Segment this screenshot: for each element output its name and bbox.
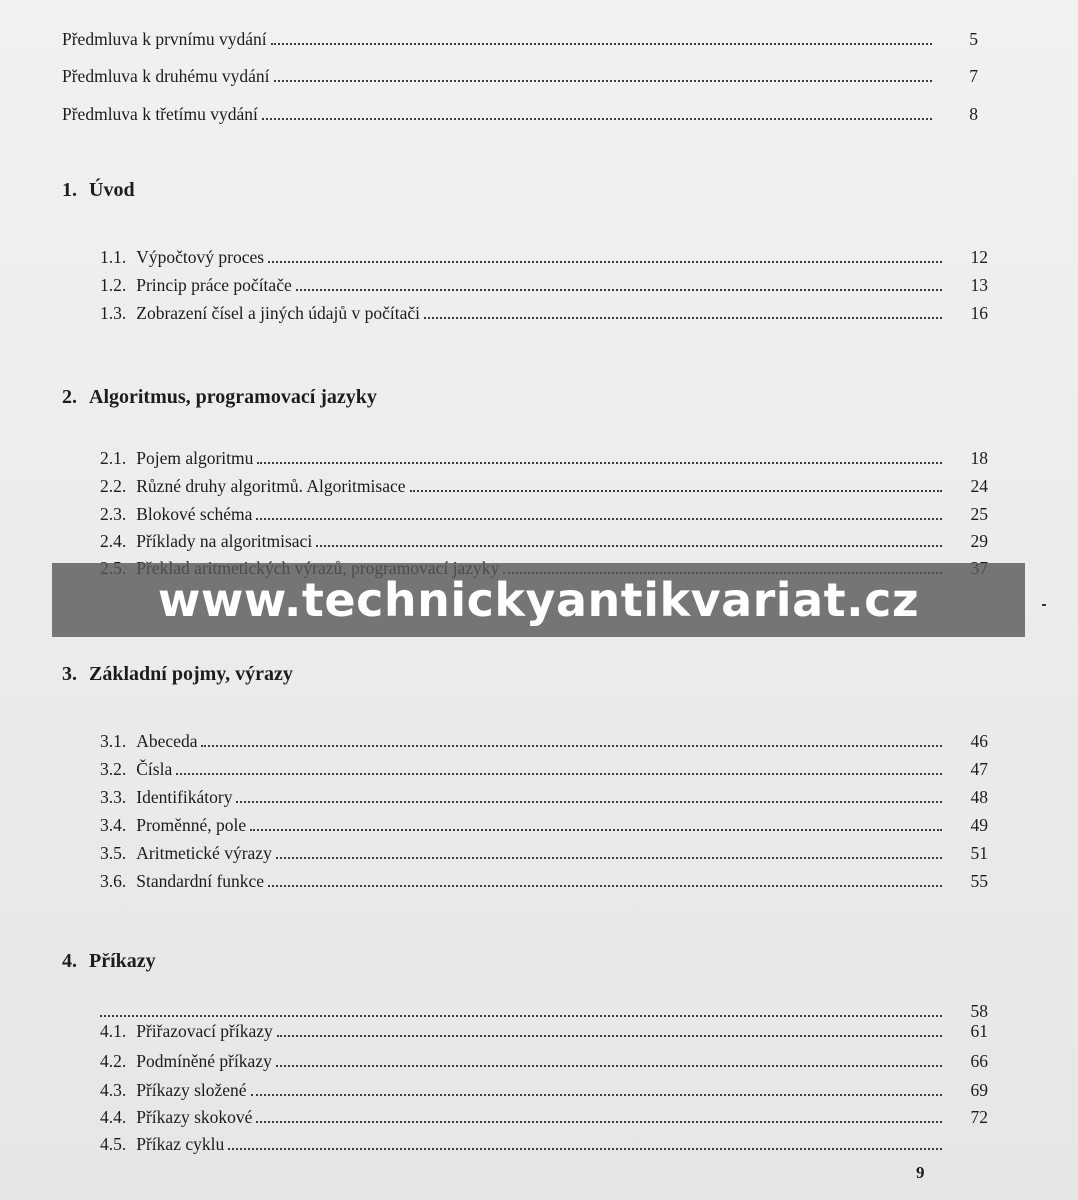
toc-page-number: 72 bbox=[970, 1107, 988, 1127]
section-title: Identifikátory bbox=[136, 787, 233, 807]
toc-row bbox=[100, 240, 988, 268]
section-number: 3.3. bbox=[100, 787, 127, 807]
section-number: 2.1. bbox=[100, 448, 127, 468]
section-number: 4.3. bbox=[100, 1080, 127, 1100]
leader-dots bbox=[228, 1148, 942, 1150]
section-title: Blokové schéma bbox=[136, 504, 253, 524]
section-title: Čísla bbox=[136, 759, 173, 779]
chapter-heading bbox=[62, 950, 156, 973]
section-title: Podmíněné příkazy bbox=[136, 1051, 272, 1071]
leader-dots bbox=[410, 490, 942, 492]
section-title: Příkazy složené bbox=[136, 1080, 247, 1100]
toc-row bbox=[100, 441, 988, 469]
leader-dots bbox=[236, 801, 942, 803]
toc-row bbox=[100, 469, 988, 497]
toc-row bbox=[100, 1127, 988, 1155]
section-number: 1.2. bbox=[100, 275, 127, 295]
toc-page-number: 16 bbox=[970, 303, 988, 323]
toc-page-number: 7 bbox=[969, 66, 978, 86]
toc-row bbox=[100, 1044, 988, 1072]
toc-page-number: 58 bbox=[970, 1001, 988, 1021]
section-number: 3.2. bbox=[100, 759, 127, 779]
leader-dots bbox=[262, 118, 932, 120]
leader-dots bbox=[276, 857, 942, 859]
section-title: Výpočtový proces bbox=[136, 247, 265, 267]
leader-dots bbox=[268, 261, 942, 263]
leader-dots bbox=[424, 317, 942, 319]
toc-row bbox=[100, 268, 988, 296]
leader-dots bbox=[316, 545, 942, 547]
leader-dots bbox=[256, 518, 942, 520]
section-number: 4.5. bbox=[100, 1134, 127, 1154]
section-title: Princip práce počítače bbox=[136, 275, 292, 295]
section-title: Proměnné, pole bbox=[136, 815, 247, 835]
toc-row bbox=[100, 808, 988, 836]
toc-page-number: 46 bbox=[970, 731, 988, 751]
leader-dots bbox=[296, 289, 942, 291]
toc-row bbox=[100, 724, 988, 752]
toc-page-number: 12 bbox=[970, 247, 988, 267]
section-title: Příklady na algoritmisaci bbox=[136, 531, 313, 551]
section-number: 3.1. bbox=[100, 731, 127, 751]
toc-row bbox=[100, 1073, 988, 1101]
toc-page-number: 66 bbox=[970, 1051, 988, 1071]
section-title: Pojem algoritmu bbox=[136, 448, 254, 468]
leader-dots bbox=[250, 829, 942, 831]
watermark-text: www.technickyantikvariat.cz bbox=[157, 573, 920, 627]
section-number: 3.5. bbox=[100, 843, 127, 863]
toc-page-number: 25 bbox=[970, 504, 988, 524]
chapter-title: Základní pojmy, výrazy bbox=[89, 663, 293, 685]
toc-page-number: 24 bbox=[970, 476, 988, 496]
section-number: 1.3. bbox=[100, 303, 127, 323]
chapter-heading bbox=[62, 663, 293, 686]
toc-page-number: 55 bbox=[970, 871, 988, 891]
section-number: 2.4. bbox=[100, 531, 127, 551]
toc-row bbox=[100, 497, 988, 525]
section-title: Standardní funkce bbox=[136, 871, 265, 891]
leader-dots bbox=[201, 745, 942, 747]
section-title: Příkazy skokové bbox=[136, 1107, 253, 1127]
chapter-number: 3. bbox=[62, 663, 77, 685]
leader-dots bbox=[176, 773, 942, 775]
toc-title: Předmluva k prvnímu vydání bbox=[62, 29, 267, 49]
toc-row bbox=[100, 1100, 988, 1128]
watermark-banner bbox=[52, 563, 1025, 637]
section-number: 3.4. bbox=[100, 815, 127, 835]
toc-row bbox=[100, 864, 988, 892]
page-number: 9 bbox=[916, 1163, 925, 1182]
section-number: 3.6. bbox=[100, 871, 127, 891]
section-title: Abeceda bbox=[136, 731, 198, 751]
toc-page-number: 51 bbox=[970, 843, 988, 863]
toc-row-preface-2 bbox=[62, 59, 978, 87]
toc-row-preface-1 bbox=[62, 22, 978, 50]
leader-dots bbox=[276, 1065, 942, 1067]
chapter-number: 1. bbox=[62, 179, 77, 201]
toc-page-number: 29 bbox=[970, 531, 988, 551]
leader-dots bbox=[257, 462, 942, 464]
toc-title: Předmluva k druhému vydání bbox=[62, 66, 270, 86]
section-number: 4.2. bbox=[100, 1051, 127, 1071]
leader-dots bbox=[256, 1121, 942, 1123]
toc-page-number: 69 bbox=[970, 1080, 988, 1100]
section-title: Aritmetické výrazy bbox=[136, 843, 272, 863]
chapter-title: Algoritmus, programovací jazyky bbox=[89, 386, 377, 408]
toc-page-number: 8 bbox=[969, 104, 978, 124]
section-title: Zobrazení čísel a jiných údajů v počítači bbox=[136, 303, 421, 323]
toc-page-number: 48 bbox=[970, 787, 988, 807]
chapter-heading bbox=[62, 386, 377, 409]
leader-dots bbox=[268, 885, 942, 887]
section-title: Příkaz cyklu bbox=[136, 1134, 225, 1154]
section-title: Různé druhy algoritmů. Algoritmisace bbox=[136, 476, 406, 496]
toc-page-number: 5 bbox=[969, 29, 978, 49]
section-number: 4.4. bbox=[100, 1107, 127, 1127]
toc-row bbox=[100, 836, 988, 864]
toc-row-preface-3 bbox=[62, 97, 978, 125]
toc-row bbox=[100, 780, 988, 808]
toc-title: Předmluva k třetímu vydání bbox=[62, 104, 258, 124]
leader-dots bbox=[271, 43, 932, 45]
leader-dots bbox=[274, 80, 932, 82]
toc-row bbox=[100, 524, 988, 552]
chapter-number: 2. bbox=[62, 386, 77, 408]
leader-dots bbox=[251, 1094, 942, 1096]
print-speck bbox=[1042, 604, 1046, 606]
chapter-title: Příkazy bbox=[89, 950, 156, 972]
toc-row bbox=[100, 1014, 988, 1042]
toc-page-number: 13 bbox=[970, 275, 988, 295]
chapter-number: 4. bbox=[62, 950, 77, 972]
toc-page-number: 49 bbox=[970, 815, 988, 835]
section-number: 4.1. bbox=[100, 1021, 127, 1041]
chapter-title: Úvod bbox=[89, 179, 135, 201]
section-number: 2.2. bbox=[100, 476, 127, 496]
toc-page-number: 18 bbox=[970, 448, 988, 468]
section-title: Přiřazovací příkazy bbox=[136, 1021, 273, 1041]
chapter-heading bbox=[62, 179, 135, 202]
toc-row bbox=[100, 296, 988, 324]
toc-page-number: 47 bbox=[970, 759, 988, 779]
section-number: 1.1. bbox=[100, 247, 127, 267]
toc-row bbox=[100, 752, 988, 780]
section-number: 2.3. bbox=[100, 504, 127, 524]
leader-dots bbox=[277, 1035, 942, 1037]
toc-page-number: 61 bbox=[970, 1021, 988, 1041]
